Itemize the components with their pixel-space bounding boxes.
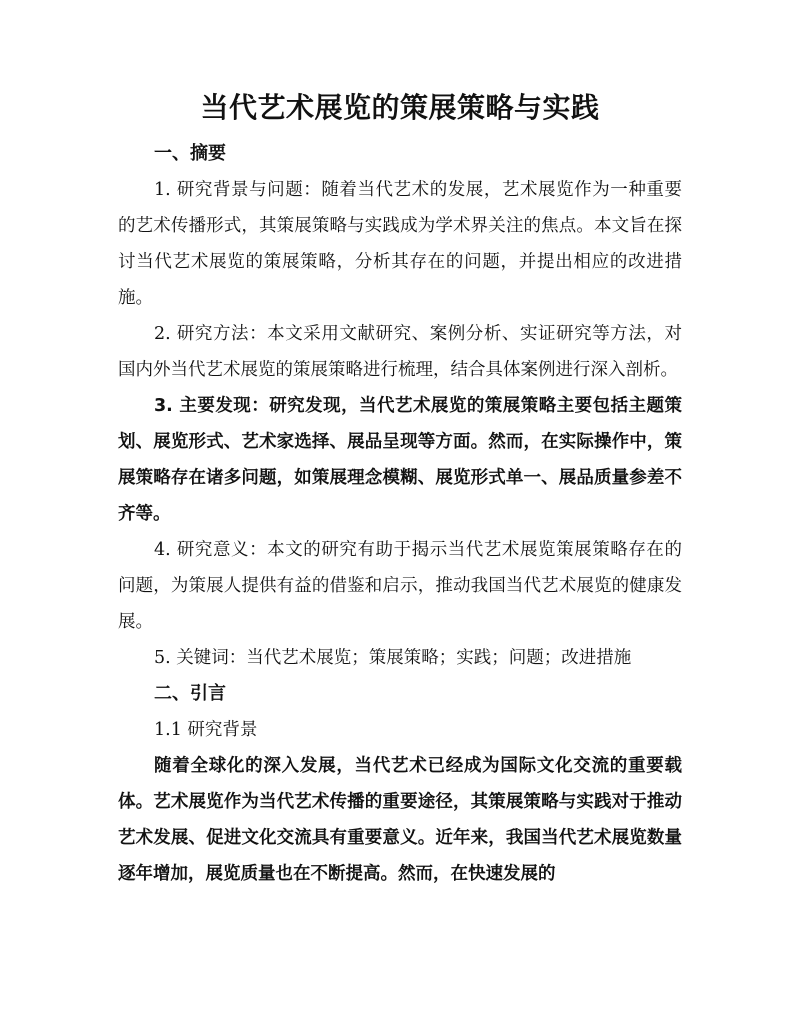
section-heading-abstract: 一、摘要 xyxy=(154,143,226,164)
subsection-heading-background: 1.1 研究背景 xyxy=(154,720,258,740)
abstract-paragraph-significance: 4. 研究意义：本文的研究有助于揭示当代艺术展览策展策略存在的问题，为策展人提供有益的借鉴和启示，推动我国当代艺术展览的健康发展。 xyxy=(118,540,682,632)
introduction-paragraph: 随着全球化的深入发展，当代艺术已经成为国际文化交流的重要载体。艺术展览作为当代艺术传播的重要途径，其策展策略与实践对于推动艺术发展、促进文化交流具有重要意义。近年来，我国当代艺术展览数量逐年增加，展览质量也在不断提高。然而，在快速发展的 xyxy=(118,756,682,884)
abstract-paragraph-findings: 3. 主要发现：研究发现，当代艺术展览的策展策略主要包括主题策划、展览形式、艺术家选择、展品呈现等方面。然而，在实际操作中，策展策略存在诸多问题，如策展理念模糊、展览形式单一、展品质量参差不齐等。 xyxy=(118,396,682,524)
abstract-paragraph-methods: 2. 研究方法：本文采用文献研究、案例分析、实证研究等方法，对国内外当代艺术展览的策展策略进行梳理，结合具体案例进行深入剖析。 xyxy=(118,324,682,380)
section-heading-introduction: 二、引言 xyxy=(154,683,226,704)
abstract-paragraph-keywords: 5. 关键词：当代艺术展览；策展策略；实践；问题；改进措施 xyxy=(154,648,632,668)
document-title: 当代艺术展览的策展策略与实践 xyxy=(200,91,600,124)
abstract-paragraph-background: 1. 研究背景与问题：随着当代艺术的发展，艺术展览作为一种重要的艺术传播形式，其策展策略与实践成为学术界关注的焦点。本文旨在探讨当代艺术展览的策展策略，分析其存在的问题，并提出相应的改进措施。 xyxy=(118,180,682,308)
